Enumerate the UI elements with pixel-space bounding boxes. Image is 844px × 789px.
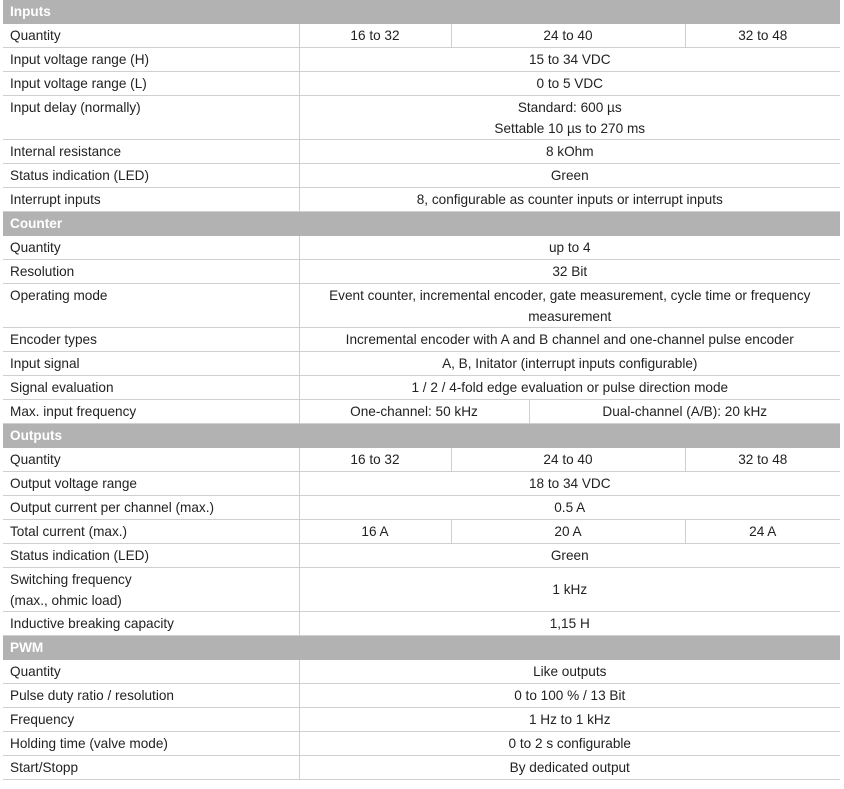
row-value: 1 Hz to 1 kHz	[299, 708, 840, 732]
row-label: Max. input frequency	[3, 400, 299, 424]
row-label: Frequency	[3, 708, 299, 732]
row-value: 32 to 48	[685, 448, 840, 472]
table-row	[3, 72, 840, 96]
label-line: Switching frequency	[10, 572, 132, 587]
section-header-inputs	[3, 0, 840, 24]
value-line: Settable 10 µs to 270 ms	[494, 120, 646, 136]
value-line: Standard: 600 µs	[517, 99, 622, 115]
row-label: Output current per channel (max.)	[3, 496, 299, 520]
table-row	[3, 612, 840, 636]
row-value: 0 to 100 % / 13 Bit	[299, 684, 840, 708]
row-label: Operating mode	[3, 284, 299, 328]
row-label: Quantity	[3, 236, 299, 260]
table-row	[3, 660, 840, 684]
row-value: Green	[299, 164, 840, 188]
section-title: Counter	[3, 212, 840, 237]
row-value: Dual-channel (A/B): 20 kHz	[529, 400, 840, 424]
row-value: 8, configurable as counter inputs or interrupt inputs	[299, 188, 840, 212]
row-value: 0 to 5 VDC	[299, 72, 840, 96]
table-row	[3, 140, 840, 164]
row-label: Quantity	[3, 448, 299, 472]
table-row	[3, 496, 840, 520]
row-label: Output voltage range	[3, 472, 299, 496]
table-row	[3, 188, 840, 212]
table-row	[3, 352, 840, 376]
row-label: Status indication (LED)	[3, 544, 299, 568]
row-value: 18 to 34 VDC	[299, 472, 840, 496]
row-value: A, B, Initator (interrupt inputs configurable)	[299, 352, 840, 376]
row-value: Like outputs	[299, 660, 840, 684]
row-value: One-channel: 50 kHz	[299, 400, 529, 424]
row-label: Interrupt inputs	[3, 188, 299, 212]
table-row	[3, 24, 840, 48]
section-header-counter	[3, 212, 840, 237]
table-row	[3, 284, 840, 328]
row-value: 32 to 48	[685, 24, 840, 48]
row-label: Input voltage range (H)	[3, 48, 299, 72]
row-value: 1,15 H	[299, 612, 840, 636]
table-row	[3, 260, 840, 284]
row-label: Holding time (valve mode)	[3, 732, 299, 756]
row-label: Signal evaluation	[3, 376, 299, 400]
row-label: Start/Stopp	[3, 756, 299, 780]
row-label: Quantity	[3, 660, 299, 684]
row-label: Inductive breaking capacity	[3, 612, 299, 636]
row-value: 1 / 2 / 4-fold edge evaluation or pulse direction mode	[299, 376, 840, 400]
row-label: Input delay (normally)	[3, 96, 299, 140]
table-row	[3, 376, 840, 400]
value-line: Event counter, incremental encoder, gate measurement, cycle time or frequency	[329, 287, 811, 303]
table-row	[3, 568, 840, 612]
row-value: 0.5 A	[299, 496, 840, 520]
label-line: (max., ohmic load)	[10, 593, 122, 608]
row-value: Green	[299, 544, 840, 568]
row-value: 16 to 32	[299, 24, 451, 48]
row-label: Input voltage range (L)	[3, 72, 299, 96]
row-value: 16 to 32	[299, 448, 451, 472]
row-label: Status indication (LED)	[3, 164, 299, 188]
row-value: 24 A	[685, 520, 840, 544]
row-label: Encoder types	[3, 328, 299, 352]
table-row	[3, 328, 840, 352]
row-label	[3, 568, 299, 612]
row-label: Internal resistance	[3, 140, 299, 164]
table-row	[3, 708, 840, 732]
row-value: 8 kOhm	[299, 140, 840, 164]
table-row	[3, 544, 840, 568]
row-label: Quantity	[3, 24, 299, 48]
table-row	[3, 448, 840, 472]
table-row	[3, 236, 840, 260]
table-row	[3, 48, 840, 72]
row-value: 15 to 34 VDC	[299, 48, 840, 72]
table-row	[3, 400, 840, 424]
row-label: Input signal	[3, 352, 299, 376]
row-value: 24 to 40	[451, 448, 685, 472]
table-row	[3, 756, 840, 780]
section-header-pwm	[3, 636, 840, 661]
row-label: Pulse duty ratio / resolution	[3, 684, 299, 708]
row-value: Incremental encoder with A and B channel and one-channel pulse encoder	[299, 328, 840, 352]
table-row	[3, 732, 840, 756]
value-line: measurement	[528, 308, 612, 324]
row-value: 1 kHz	[299, 568, 840, 612]
table-row	[3, 96, 840, 140]
row-value: 20 A	[451, 520, 685, 544]
table-row	[3, 164, 840, 188]
section-title: Outputs	[3, 424, 840, 449]
row-label: Total current (max.)	[3, 520, 299, 544]
row-value: By dedicated output	[299, 756, 840, 780]
section-header-outputs	[3, 424, 840, 449]
specifications-table	[3, 0, 840, 780]
table-row	[3, 520, 840, 544]
row-value: up to 4	[299, 236, 840, 260]
row-value	[299, 96, 840, 140]
row-value	[299, 284, 840, 328]
table-row	[3, 684, 840, 708]
row-value: 0 to 2 s configurable	[299, 732, 840, 756]
table-row	[3, 472, 840, 496]
row-value: 24 to 40	[451, 24, 685, 48]
row-value: 32 Bit	[299, 260, 840, 284]
section-title: Inputs	[3, 0, 840, 24]
row-label: Resolution	[3, 260, 299, 284]
row-value: 16 A	[299, 520, 451, 544]
section-title: PWM	[3, 636, 840, 661]
